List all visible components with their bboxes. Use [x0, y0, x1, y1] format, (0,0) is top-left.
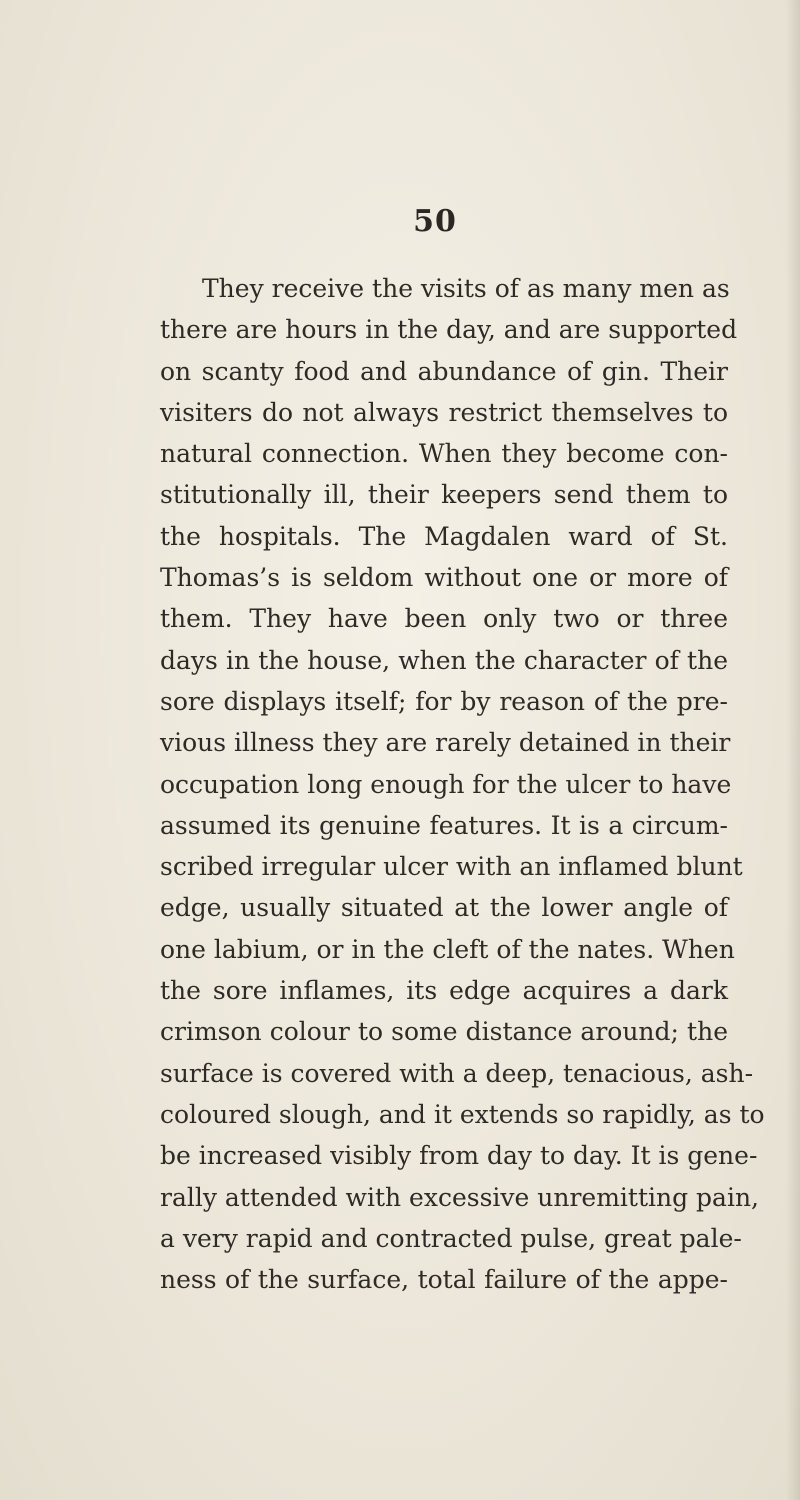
- text-line: Thomas’s is seldom without one or more of: [160, 563, 728, 593]
- text-line: edge, usually situated at the lower angle of: [160, 893, 728, 923]
- text-line: days in the house, when the character of the: [160, 645, 728, 675]
- text-line: the hospitals. The Magdalen ward of St.: [160, 521, 728, 551]
- text-line: rally attended with excessive unremitting pain,: [160, 1182, 759, 1212]
- text-line: crimson colour to some distance around; the: [160, 1017, 728, 1047]
- page-number: 50: [413, 204, 457, 239]
- text-line: coloured slough, and it extends so rapidly, as to: [160, 1099, 765, 1129]
- text-line: natural connection. When they become con-: [160, 439, 728, 469]
- text-line: be increased visibly from day to day. It is gene-: [160, 1141, 758, 1171]
- text-line: They receive the visits of as many men as: [202, 274, 730, 303]
- text-line: the sore inflames, its edge acquires a dark: [160, 976, 728, 1006]
- text-line: vious illness they are rarely detained in their: [160, 728, 731, 758]
- text-line: sore displays itself; for by reason of the pre-: [160, 686, 728, 716]
- text-line: one labium, or in the cleft of the nates. When: [160, 934, 735, 964]
- text-line: assumed its genuine features. It is a circum-: [160, 810, 728, 840]
- text-line: occupation long enough for the ulcer to have: [160, 769, 732, 799]
- text-line: there are hours in the day, and are supported: [160, 315, 738, 345]
- text-line: ness of the surface, total failure of the appe-: [160, 1265, 728, 1295]
- text-line: stitutionally ill, their keepers send them to: [160, 480, 728, 510]
- text-line: on scanty food and abundance of gin. Their: [160, 356, 728, 386]
- text-line: scribed irregular ulcer with an inflamed blunt: [160, 852, 743, 882]
- text-line: them. They have been only two or three: [160, 604, 728, 634]
- text-line: a very rapid and contracted pulse, great pale-: [160, 1223, 742, 1253]
- text-line: surface is covered with a deep, tenacious, ash-: [160, 1058, 754, 1088]
- text-line: visiters do not always restrict themselves to: [160, 397, 728, 427]
- body-text: [160, 268, 765, 1300]
